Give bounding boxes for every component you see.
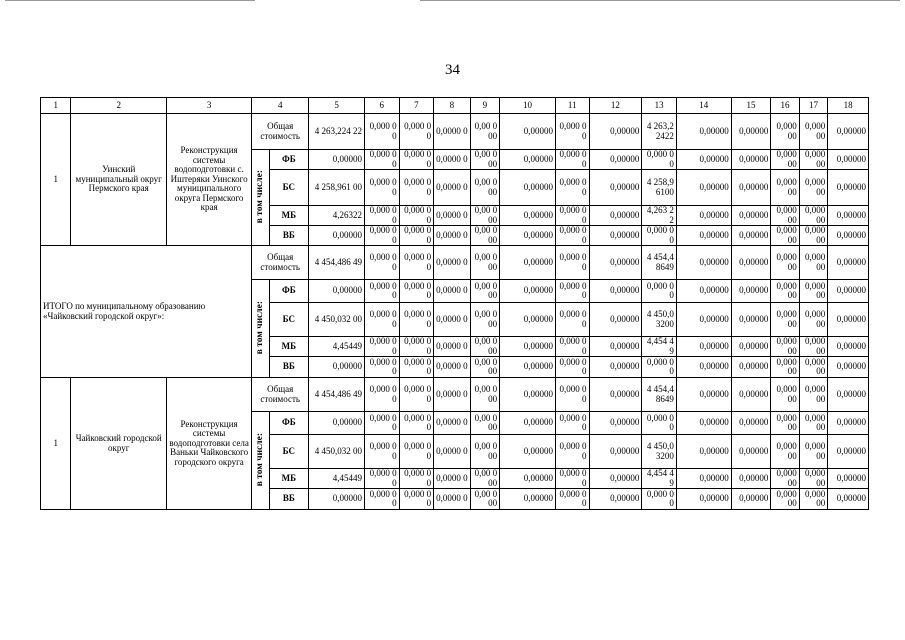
value-cell: 0,00000 (676, 489, 731, 510)
value-cell: 0,000 00 (771, 489, 799, 510)
value-cell: 0,000 00 (365, 303, 400, 337)
header-cell: 5 (309, 98, 365, 114)
value-cell: 0,000 00 (799, 469, 827, 489)
value-cell: 0,00000 (676, 226, 731, 246)
value-cell: 0,000 00 (642, 150, 677, 170)
value-cell: 0,00000 (500, 303, 556, 337)
municipality-name: Уинский муниципальный округ Пермского края (71, 114, 166, 246)
value-cell: 0,000 00 (555, 412, 589, 435)
value-cell: 0,000 00 (555, 150, 589, 170)
value-cell: 4,45449 (309, 337, 365, 357)
value-cell: 0,000 00 (799, 170, 827, 206)
value-cell: 0,000 00 (365, 412, 400, 435)
value-cell: 4,45449 (309, 469, 365, 489)
value-cell: 0,000 00 (771, 114, 799, 150)
value-cell: 0,000 00 (799, 246, 827, 280)
value-cell: 0,00000 (589, 337, 642, 357)
value-cell: 4,263 22 (642, 206, 677, 226)
header-cell: 6 (365, 98, 400, 114)
in-total-text: в том числе: (254, 300, 265, 354)
value-cell: 0,0000 0 (434, 435, 471, 469)
value-cell: 0,000 00 (555, 337, 589, 357)
value-cell: 4,26322 (309, 206, 365, 226)
value-cell: 0,00000 (589, 114, 642, 150)
value-cell: 0,00000 (676, 378, 731, 412)
value-cell: 0,00000 (731, 280, 771, 303)
value-cell: 0,0000 0 (434, 246, 471, 280)
value-cell: 0,00 000 (470, 280, 499, 303)
funding-source-label: ВБ (269, 357, 309, 378)
value-cell: 0,0000 0 (434, 170, 471, 206)
value-cell: 0,000 00 (799, 337, 827, 357)
total-cost-label: Общая стоимость (252, 378, 309, 412)
value-cell: 0,000 00 (399, 378, 434, 412)
header-cell: 7 (399, 98, 434, 114)
value-cell: 0,000 00 (799, 357, 827, 378)
value-cell: 0,00000 (828, 280, 869, 303)
value-cell: 0,00000 (828, 303, 869, 337)
value-cell: 0,00000 (589, 412, 642, 435)
value-cell: 0,00000 (731, 303, 771, 337)
value-cell: 0,00000 (676, 150, 731, 170)
value-cell: 0,000 00 (555, 357, 589, 378)
value-cell: 0,00000 (828, 226, 869, 246)
value-cell: 0,000 00 (399, 170, 434, 206)
value-cell: 0,0000 0 (434, 114, 471, 150)
value-cell: 4 454,4 8649 (642, 246, 677, 280)
header-cell: 8 (434, 98, 471, 114)
value-cell: 0,00 000 (470, 206, 499, 226)
value-cell: 0,00 000 (470, 412, 499, 435)
header-cell: 11 (555, 98, 589, 114)
value-cell: 0,00 000 (470, 337, 499, 357)
scan-edge-line (5, 0, 255, 1)
value-cell: 0,000 00 (399, 206, 434, 226)
value-cell: 0,00000 (731, 226, 771, 246)
value-cell: 0,000 00 (555, 303, 589, 337)
value-cell: 0,000 00 (399, 226, 434, 246)
value-cell: 0,00000 (500, 337, 556, 357)
value-cell: 0,00000 (309, 280, 365, 303)
value-cell: 0,00000 (676, 469, 731, 489)
value-cell: 0,000 00 (771, 378, 799, 412)
value-cell: 0,000 00 (771, 226, 799, 246)
value-cell: 0,000 00 (799, 150, 827, 170)
table-row (41, 114, 869, 150)
value-cell: 0,00000 (500, 489, 556, 510)
value-cell: 0,00 000 (470, 170, 499, 206)
total-label: ИТОГО по муниципальному образованию «Чайковский городской округ»: (41, 246, 252, 378)
value-cell: 0,000 00 (771, 469, 799, 489)
value-cell: 0,00000 (589, 357, 642, 378)
value-cell: 4,454 49 (642, 469, 677, 489)
table-row (41, 246, 869, 280)
value-cell: 4 454,486 49 (309, 378, 365, 412)
in-total-text: в том числе: (254, 432, 265, 486)
value-cell: 0,000 00 (799, 226, 827, 246)
value-cell: 0,00 000 (470, 435, 499, 469)
value-cell: 0,00000 (309, 489, 365, 510)
value-cell: 0,00 000 (470, 226, 499, 246)
value-cell: 0,000 00 (399, 246, 434, 280)
header-cell: 13 (642, 98, 677, 114)
value-cell: 0,00000 (500, 412, 556, 435)
value-cell: 0,00000 (589, 280, 642, 303)
value-cell: 0,000 00 (771, 412, 799, 435)
header-cell: 9 (470, 98, 499, 114)
header-cell: 15 (731, 98, 771, 114)
funding-source-label: ФБ (269, 280, 309, 303)
value-cell: 0,000 00 (771, 246, 799, 280)
value-cell: 0,00000 (309, 412, 365, 435)
value-cell: 0,00000 (676, 114, 731, 150)
value-cell: 0,0000 0 (434, 469, 471, 489)
value-cell: 0,00000 (500, 378, 556, 412)
value-cell: 0,00000 (676, 337, 731, 357)
header-cell: 3 (166, 98, 251, 114)
value-cell: 0,000 00 (799, 378, 827, 412)
value-cell: 0,000 00 (771, 170, 799, 206)
header-cell: 16 (771, 98, 799, 114)
value-cell: 0,0000 0 (434, 303, 471, 337)
value-cell: 0,000 00 (399, 150, 434, 170)
value-cell: 0,00000 (500, 469, 556, 489)
value-cell: 0,00000 (500, 435, 556, 469)
value-cell: 4 263,2 2422 (642, 114, 677, 150)
value-cell: 0,000 00 (771, 280, 799, 303)
value-cell: 0,00000 (500, 357, 556, 378)
value-cell: 0,000 00 (771, 206, 799, 226)
value-cell: 0,00000 (589, 206, 642, 226)
row-number: 1 (41, 378, 71, 510)
page-number: 34 (445, 62, 460, 78)
value-cell: 0,000 00 (771, 435, 799, 469)
value-cell: 0,000 00 (771, 357, 799, 378)
value-cell: 0,00 000 (470, 357, 499, 378)
total-cost-label: Общая стоимость (252, 114, 309, 150)
value-cell: 0,00000 (500, 114, 556, 150)
value-cell: 0,000 00 (399, 357, 434, 378)
total-cost-label: Общая стоимость (252, 246, 309, 280)
value-cell: 0,00000 (589, 226, 642, 246)
financing-table (40, 97, 869, 510)
table-row (41, 378, 869, 412)
municipality-name: Чайковский городской округ (71, 378, 166, 510)
value-cell: 0,000 00 (399, 412, 434, 435)
value-cell: 0,00000 (309, 226, 365, 246)
value-cell: 0,00000 (500, 170, 556, 206)
value-cell: 0,00000 (500, 206, 556, 226)
value-cell: 0,00000 (828, 337, 869, 357)
value-cell: 0,00000 (731, 337, 771, 357)
value-cell: 0,000 00 (642, 357, 677, 378)
value-cell: 0,00 000 (470, 489, 499, 510)
value-cell: 0,00000 (828, 435, 869, 469)
value-cell: 0,000 00 (365, 280, 400, 303)
value-cell: 0,000 00 (555, 378, 589, 412)
value-cell: 4 450,0 3200 (642, 435, 677, 469)
in-total-label (252, 150, 269, 246)
value-cell: 0,00000 (589, 303, 642, 337)
value-cell: 0,000 00 (555, 206, 589, 226)
value-cell: 0,0000 0 (434, 357, 471, 378)
value-cell: 0,0000 0 (434, 337, 471, 357)
value-cell: 0,000 00 (365, 469, 400, 489)
value-cell: 4 258,9 6100 (642, 170, 677, 206)
value-cell: 4 454,486 49 (309, 246, 365, 280)
value-cell: 0,000 00 (555, 114, 589, 150)
value-cell: 0,00000 (676, 280, 731, 303)
value-cell: 0,00000 (676, 435, 731, 469)
value-cell: 0,000 00 (399, 337, 434, 357)
funding-source-label: БС (269, 435, 309, 469)
value-cell: 0,000 00 (555, 226, 589, 246)
in-total-text: в том числе: (254, 169, 265, 223)
in-total-label (252, 280, 269, 378)
value-cell: 0,000 00 (555, 469, 589, 489)
value-cell: 0,00000 (731, 114, 771, 150)
value-cell: 0,00000 (828, 246, 869, 280)
value-cell: 4 450,032 00 (309, 435, 365, 469)
value-cell: 0,00000 (731, 170, 771, 206)
value-cell: 4 454,4 8649 (642, 378, 677, 412)
funding-source-label: ВБ (269, 489, 309, 510)
value-cell: 0,000 00 (365, 337, 400, 357)
value-cell: 0,000 00 (399, 489, 434, 510)
value-cell: 0,000 00 (399, 435, 434, 469)
value-cell: 0,00000 (731, 150, 771, 170)
value-cell: 0,00000 (500, 226, 556, 246)
value-cell: 0,000 00 (799, 303, 827, 337)
value-cell: 4 450,032 00 (309, 303, 365, 337)
value-cell: 0,00000 (828, 150, 869, 170)
value-cell: 0,000 00 (365, 435, 400, 469)
value-cell: 0,00000 (828, 489, 869, 510)
value-cell: 0,00000 (676, 206, 731, 226)
value-cell: 0,00000 (731, 357, 771, 378)
funding-source-label: МБ (269, 469, 309, 489)
value-cell: 0,00000 (309, 357, 365, 378)
value-cell: 0,000 00 (555, 435, 589, 469)
value-cell: 4 258,961 00 (309, 170, 365, 206)
value-cell: 4 450,0 3200 (642, 303, 677, 337)
value-cell: 0,00000 (589, 246, 642, 280)
value-cell: 0,000 00 (365, 357, 400, 378)
value-cell: 0,00000 (828, 469, 869, 489)
value-cell: 0,00000 (500, 150, 556, 170)
value-cell: 0,000 00 (365, 246, 400, 280)
value-cell: 0,00000 (589, 435, 642, 469)
value-cell: 0,000 00 (555, 280, 589, 303)
funding-source-label: МБ (269, 337, 309, 357)
header-cell: 1 (41, 98, 71, 114)
value-cell: 0,00 000 (470, 378, 499, 412)
value-cell: 0,00000 (731, 206, 771, 226)
value-cell: 0,000 00 (799, 206, 827, 226)
value-cell: 0,0000 0 (434, 280, 471, 303)
value-cell: 0,000 00 (365, 226, 400, 246)
value-cell: 0,000 00 (799, 435, 827, 469)
value-cell: 0,00 000 (470, 303, 499, 337)
value-cell: 0,0000 0 (434, 226, 471, 246)
value-cell: 0,0000 0 (434, 412, 471, 435)
value-cell: 0,00000 (731, 435, 771, 469)
header-cell: 14 (676, 98, 731, 114)
value-cell: 0,00000 (500, 280, 556, 303)
value-cell: 0,000 00 (642, 280, 677, 303)
value-cell: 0,00000 (676, 357, 731, 378)
value-cell: 0,00000 (731, 378, 771, 412)
value-cell: 0,00000 (589, 469, 642, 489)
value-cell: 0,000 00 (399, 114, 434, 150)
header-cell: 12 (589, 98, 642, 114)
value-cell: 0,000 00 (799, 114, 827, 150)
funding-source-label: ФБ (269, 412, 309, 435)
value-cell: 0,000 00 (799, 412, 827, 435)
value-cell: 0,000 00 (771, 303, 799, 337)
value-cell: 0,00000 (676, 246, 731, 280)
value-cell: 0,0000 0 (434, 378, 471, 412)
row-number: 1 (41, 114, 71, 246)
funding-source-label: БС (269, 170, 309, 206)
value-cell: 0,00000 (676, 412, 731, 435)
value-cell: 0,00000 (828, 170, 869, 206)
value-cell: 0,00000 (676, 170, 731, 206)
value-cell: 0,000 00 (399, 469, 434, 489)
header-cell: 18 (828, 98, 869, 114)
header-cell: 2 (71, 98, 166, 114)
value-cell: 0,00000 (309, 150, 365, 170)
value-cell: 0,00 000 (470, 246, 499, 280)
value-cell: 0,00000 (676, 303, 731, 337)
value-cell: 0,00000 (731, 412, 771, 435)
value-cell: 0,000 00 (771, 150, 799, 170)
value-cell: 0,00 000 (470, 469, 499, 489)
header-cell: 4 (252, 98, 309, 114)
value-cell: 0,00000 (731, 489, 771, 510)
funding-source-label: ВБ (269, 226, 309, 246)
value-cell: 0,000 00 (771, 337, 799, 357)
value-cell: 0,000 00 (365, 170, 400, 206)
value-cell: 0,0000 0 (434, 206, 471, 226)
value-cell: 0,00000 (828, 378, 869, 412)
value-cell: 0,000 00 (365, 378, 400, 412)
value-cell: 0,00000 (828, 114, 869, 150)
value-cell: 0,000 00 (642, 412, 677, 435)
value-cell: 0,000 00 (365, 489, 400, 510)
value-cell: 0,000 00 (799, 489, 827, 510)
value-cell: 0,00000 (828, 357, 869, 378)
value-cell: 0,00000 (589, 378, 642, 412)
value-cell: 0,0000 0 (434, 489, 471, 510)
header-row (41, 98, 869, 114)
funding-source-label: МБ (269, 206, 309, 226)
value-cell: 0,00000 (828, 206, 869, 226)
value-cell: 0,000 00 (365, 206, 400, 226)
scan-edge-line (420, 0, 900, 1)
funding-source-label: БС (269, 303, 309, 337)
value-cell: 0,00 000 (470, 114, 499, 150)
value-cell: 0,000 00 (555, 246, 589, 280)
value-cell: 0,000 00 (399, 280, 434, 303)
header-cell: 10 (500, 98, 556, 114)
value-cell: 0,000 00 (642, 226, 677, 246)
value-cell: 0,000 00 (555, 170, 589, 206)
value-cell: 0,00000 (589, 489, 642, 510)
value-cell: 0,000 00 (365, 114, 400, 150)
value-cell: 0,000 00 (399, 303, 434, 337)
project-name: Реконструкция системы водоподготовки с. Иштеряки Уинского муниципального округа Пермского края (166, 114, 251, 246)
value-cell: 0,000 00 (365, 150, 400, 170)
value-cell: 4 263,224 22 (309, 114, 365, 150)
value-cell: 0,00000 (589, 150, 642, 170)
project-name: Реконструкция системы водоподготовки села Ваньки Чайковского городского округа (166, 378, 251, 510)
value-cell: 0,00000 (500, 246, 556, 280)
value-cell: 0,000 00 (555, 489, 589, 510)
funding-source-label: ФБ (269, 150, 309, 170)
value-cell: 0,0000 0 (434, 150, 471, 170)
value-cell: 0,000 00 (799, 280, 827, 303)
in-total-label (252, 412, 269, 510)
value-cell: 0,000 00 (642, 489, 677, 510)
value-cell: 0,00000 (731, 246, 771, 280)
header-cell: 17 (799, 98, 827, 114)
value-cell: 0,00 000 (470, 150, 499, 170)
value-cell: 0,00000 (828, 412, 869, 435)
value-cell: 0,00000 (589, 170, 642, 206)
value-cell: 0,00000 (731, 469, 771, 489)
value-cell: 4,454 49 (642, 337, 677, 357)
